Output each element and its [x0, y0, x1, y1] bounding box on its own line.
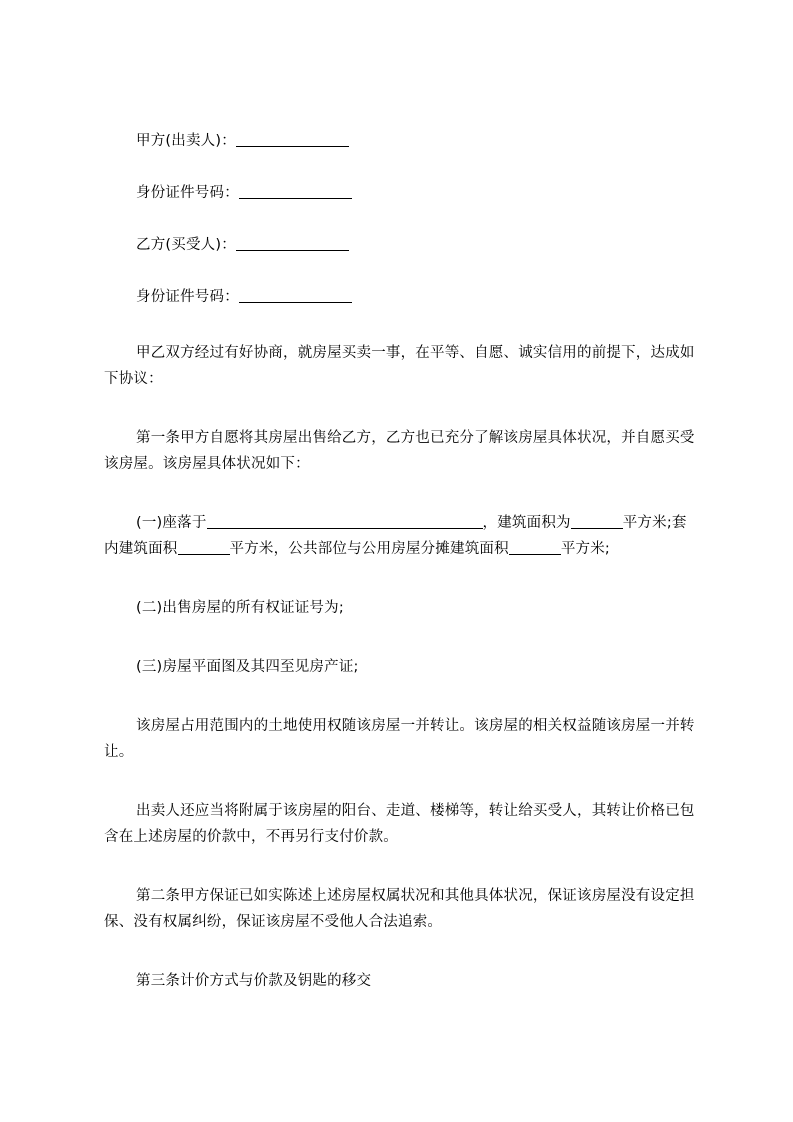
location-blank[interactable]	[207, 512, 483, 529]
party-a-id-line	[104, 180, 700, 206]
item-3-paragraph: (三)房屋平面图及其四至见房产证;	[136, 659, 359, 675]
party-b-blank[interactable]	[236, 234, 349, 251]
land-clause-paragraph: 该房屋占用范围内的土地使用权随该房屋一并转让。该房屋的相关权益随该房屋一并转让。	[104, 718, 695, 760]
item-1-paragraph	[104, 510, 700, 562]
item-1-inner-label: 套内建筑面积	[104, 515, 687, 557]
party-b-id-label: 身份证件号码：	[136, 289, 239, 305]
party-a-id-label: 身份证件号码：	[136, 185, 239, 201]
article-2-paragraph: 第二条甲方保证已如实陈述上述房屋权属状况和其他具体状况，保证该房屋没有设定担保、没有权属纠纷，保证该房屋不受他人合法追索。	[104, 888, 695, 930]
intro-paragraph: 甲乙双方经过有好协商，就房屋买卖一事，在平等、自愿、诚实信用的前提下，达成如下协议：	[104, 345, 695, 387]
attached-clause-paragraph: 出卖人还应当将附属于该房屋的阳台、走道、楼梯等，转让给买受人，其转让价格已包含在上述房屋的价款中，不再另行支付价款。	[104, 803, 695, 845]
shared-area-blank[interactable]	[509, 538, 561, 555]
item-1-prefix: (一)座落于	[136, 515, 207, 531]
item-2-paragraph: (二)出售房屋的所有权证证号为;	[136, 600, 344, 616]
inner-area-blank[interactable]	[178, 538, 230, 555]
party-a-blank[interactable]	[236, 130, 349, 147]
building-area-blank[interactable]	[571, 512, 623, 529]
party-a-label: 甲方(出卖人)：	[136, 133, 236, 149]
party-b-line	[104, 232, 700, 258]
article-3-paragraph: 第三条计价方式与价款及钥匙的移交	[136, 973, 372, 989]
party-b-id-line	[104, 284, 700, 310]
contract-body	[104, 128, 700, 994]
party-a-id-blank[interactable]	[239, 182, 352, 199]
party-b-id-blank[interactable]	[239, 286, 352, 303]
party-a-line	[104, 128, 700, 154]
item-1-unit-2: 平方米，公共部位与公用房屋分摊建筑面积	[229, 541, 509, 557]
item-1-unit-1: 平方米;	[622, 515, 672, 531]
item-1-area-label: ，建筑面积为	[482, 515, 571, 531]
item-1-unit-3: 平方米;	[560, 541, 610, 557]
party-b-label: 乙方(买受人)：	[136, 237, 236, 253]
article-1-paragraph: 第一条甲方自愿将其房屋出售给乙方，乙方也已充分了解该房屋具体状况，并自愿买受该房屋。该房屋具体状况如下：	[104, 430, 695, 472]
